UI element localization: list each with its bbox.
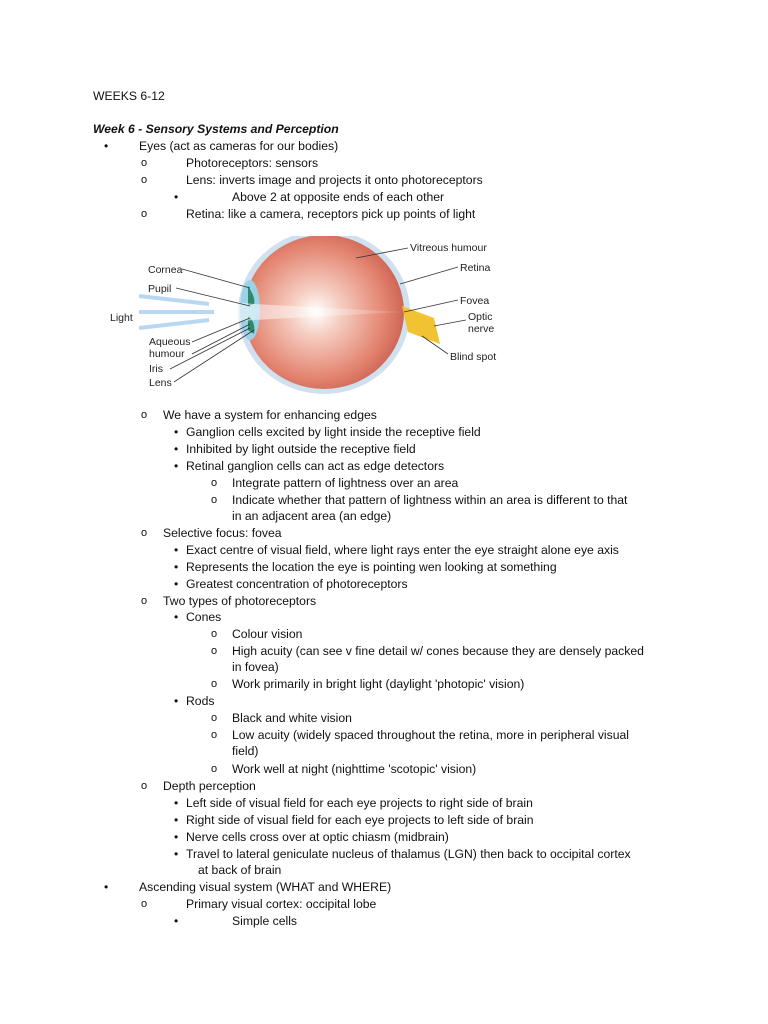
optic-nerve xyxy=(402,306,440,344)
list-item: Retina: like a camera, receptors pick up points of light xyxy=(186,207,476,221)
label-pupil: Pupil xyxy=(148,283,172,295)
list-item: Simple cells xyxy=(232,914,298,928)
bullet-disc xyxy=(104,139,108,154)
eye-anatomy-diagram xyxy=(104,236,504,402)
label-light: Light xyxy=(110,312,133,324)
list-item: Cones xyxy=(186,610,222,624)
bullet-disc xyxy=(104,880,108,895)
bullet-circle xyxy=(211,676,217,692)
list-item: Indicate whether that pattern of lightness within an area is different to that xyxy=(232,493,628,507)
list-item: Colour vision xyxy=(232,627,303,641)
label-blind-spot: Blind spot xyxy=(450,351,497,363)
label-humour: humour xyxy=(149,348,185,360)
bullet-disc xyxy=(174,425,178,440)
list-item: Integrate pattern of lightness over an area xyxy=(232,476,459,490)
bullet-circle xyxy=(211,643,217,659)
bullet-circle xyxy=(211,761,217,777)
list-item: Retinal ganglion cells can act as edge detectors xyxy=(186,459,445,473)
label-iris: Iris xyxy=(149,363,163,375)
list-item: Photoreceptors: sensors xyxy=(186,156,319,170)
list-item: Two types of photoreceptors xyxy=(163,594,317,608)
bullet-circle xyxy=(141,155,147,171)
list-item: Eyes (act as cameras for our bodies) xyxy=(139,139,339,153)
list-item: Travel to lateral geniculate nucleus of thalamus (LGN) then back to occipital cortex xyxy=(186,847,631,861)
list-item: Ganglion cells excited by light inside the receptive field xyxy=(186,425,481,439)
bullet-disc xyxy=(174,442,178,457)
list-item: Low acuity (widely spaced throughout the retina, more in peripheral visual xyxy=(232,728,629,742)
list-item: Lens: inverts image and projects it onto photoreceptors xyxy=(186,173,483,187)
list-item: at back of brain xyxy=(198,863,282,877)
label-vitreous-humour: Vitreous humour xyxy=(410,242,487,254)
bullet-disc xyxy=(174,694,178,709)
list-item: in fovea) xyxy=(232,660,279,674)
bullet-disc xyxy=(174,830,178,845)
list-item: Greatest concentration of photoreceptors xyxy=(186,577,408,591)
section-heading: Week 6 - Sensory Systems and Perception xyxy=(93,122,339,136)
bullet-disc xyxy=(174,847,178,862)
list-item: Black and white vision xyxy=(232,711,352,725)
bullet-disc xyxy=(174,543,178,558)
label-lens: Lens xyxy=(149,377,172,389)
bullet-circle xyxy=(141,206,147,222)
bullet-circle xyxy=(211,626,217,642)
label-cornea: Cornea xyxy=(148,264,183,276)
label-aqueous: Aqueous xyxy=(149,336,191,348)
bullet-disc xyxy=(174,459,178,474)
bullet-disc xyxy=(174,796,178,811)
bullet-circle xyxy=(141,525,147,541)
list-item: Represents the location the eye is pointing wen looking at something xyxy=(186,560,557,574)
label-optic: Optic xyxy=(468,311,493,323)
bullet-circle xyxy=(211,710,217,726)
bullet-circle xyxy=(141,593,147,609)
bullet-disc xyxy=(174,813,178,828)
bullet-circle xyxy=(211,475,217,491)
list-item: Exact centre of visual field, where light rays enter the eye straight alone eye axis xyxy=(186,543,619,557)
label-fovea: Fovea xyxy=(460,295,490,307)
bullet-disc xyxy=(174,560,178,575)
list-item: Work primarily in bright light (daylight 'photopic' vision) xyxy=(232,677,525,691)
bullet-circle xyxy=(141,172,147,188)
list-item: Primary visual cortex: occipital lobe xyxy=(186,897,377,911)
list-item: in an adjacent area (an edge) xyxy=(232,509,392,523)
bullet-circle xyxy=(141,896,147,912)
bullet-disc xyxy=(174,190,178,205)
page-title: WEEKS 6-12 xyxy=(93,89,165,103)
list-item: Depth perception xyxy=(163,779,256,793)
list-item: High acuity (can see v fine detail w/ cones because they are densely packed xyxy=(232,644,644,658)
list-item: field) xyxy=(232,744,259,758)
bullet-disc xyxy=(174,577,178,592)
bullet-circle xyxy=(211,492,217,508)
bullet-circle xyxy=(141,407,147,423)
list-item: Work well at night (nighttime 'scotopic' vision) xyxy=(232,762,477,776)
list-item: Left side of visual field for each eye projects to right side of brain xyxy=(186,796,533,810)
list-item: Rods xyxy=(186,694,215,708)
bullet-disc xyxy=(174,914,178,929)
bullet-circle xyxy=(211,727,217,743)
list-item: Above 2 at opposite ends of each other xyxy=(232,190,445,204)
label-nerve: nerve xyxy=(468,323,495,335)
bullet-circle xyxy=(141,778,147,794)
list-item: Nerve cells cross over at optic chiasm (midbrain) xyxy=(186,830,449,844)
bullet-disc xyxy=(174,610,178,625)
list-item: Selective focus: fovea xyxy=(163,526,282,540)
list-item: Inhibited by light outside the receptive field xyxy=(186,442,416,456)
list-item: Ascending visual system (WHAT and WHERE) xyxy=(139,880,392,894)
list-item: We have a system for enhancing edges xyxy=(163,408,377,422)
list-item: Right side of visual field for each eye projects to left side of brain xyxy=(186,813,534,827)
label-retina: Retina xyxy=(460,262,491,274)
